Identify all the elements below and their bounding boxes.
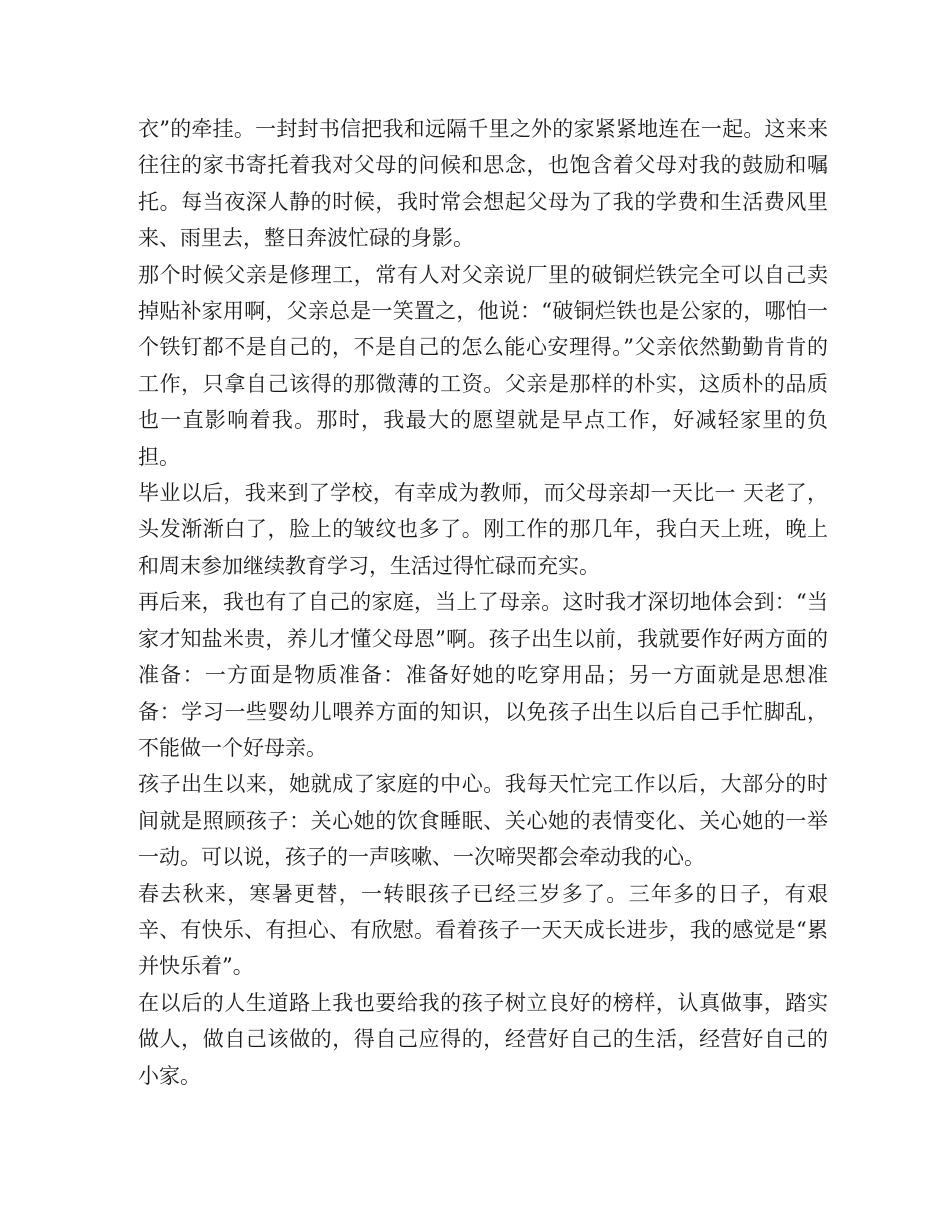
paragraph-7: 在以后的人生道路上我也要给我的孩子树立良好的榜样，认真做事，踏实做人，做自己该做的，得自己应得的，经营好自己的生活，经营好自己的小家。 bbox=[138, 990, 828, 1088]
paragraph-3: 毕业以后，我来到了学校，有幸成为教师，而父母亲却一天比一 天老了，头发渐渐白了，脸上的皱纹也多了。刚工作的那几年，我白天上班，晚上和周末参加继续教育学习，生活过得忙碌而充实。 bbox=[138, 481, 828, 578]
paragraph-1: 衣”的牵挂。一封封书信把我和远隔千里之外的家紧紧地连在一起。这来来往往的家书寄托着我对父母的问候和思念，也饱含着父母对我的鼓励和嘱托。每当夜深人静的时候，我时常会想起父母为了我的学费和生活费风里来、雨里去，整日奔波忙碌的身影。 bbox=[138, 117, 828, 251]
paragraph-2: 那个时候父亲是修理工，常有人对父亲说厂里的破铜烂铁完全可以自己卖掉贴补家用啊，父亲总是一笑置之，他说：“破铜烂铁也是公家的，哪怕一个铁钉都不是自己的，不是自己的怎么能心安理得。”父亲依然勤勤肯肯的工作，只拿自己该得的那微薄的工资。父亲是那样的朴实，这质朴的品质也一直影响着我。那时，我最大的愿望就是早点工作，好减轻家里的负担。 bbox=[138, 262, 828, 469]
document-body bbox=[138, 111, 828, 1094]
paragraph-5: 孩子出生以来，她就成了家庭的中心。我每天忙完工作以后，大部分的时间就是照顾孩子：关心她的饮食睡眠、关心她的表情变化、关心她的一举一动。可以说，孩子的一声咳嗽、一次啼哭都会牵动我的心。 bbox=[138, 772, 828, 870]
paragraph-6: 春去秋来，寒暑更替，一转眼孩子已经三岁多了。三年多的日子，有艰辛、有快乐、有担心、有欣慰。看着孩子一天天成长进步，我的感觉是“累并快乐着”。 bbox=[138, 881, 828, 979]
paragraph-4: 再后来，我也有了自己的家庭，当上了母亲。这时我才深切地体会到：“当家才知盐米贵，养儿才懂父母恩”啊。孩子出生以前，我就要作好两方面的准备：一方面是物质准备：准备好她的吃穿用品；另一方面就是思想准备：学习一些婴幼儿喂养方面的知识，以免孩子出生以后自己手忙脚乱，不能做一个好母亲。 bbox=[138, 590, 828, 760]
